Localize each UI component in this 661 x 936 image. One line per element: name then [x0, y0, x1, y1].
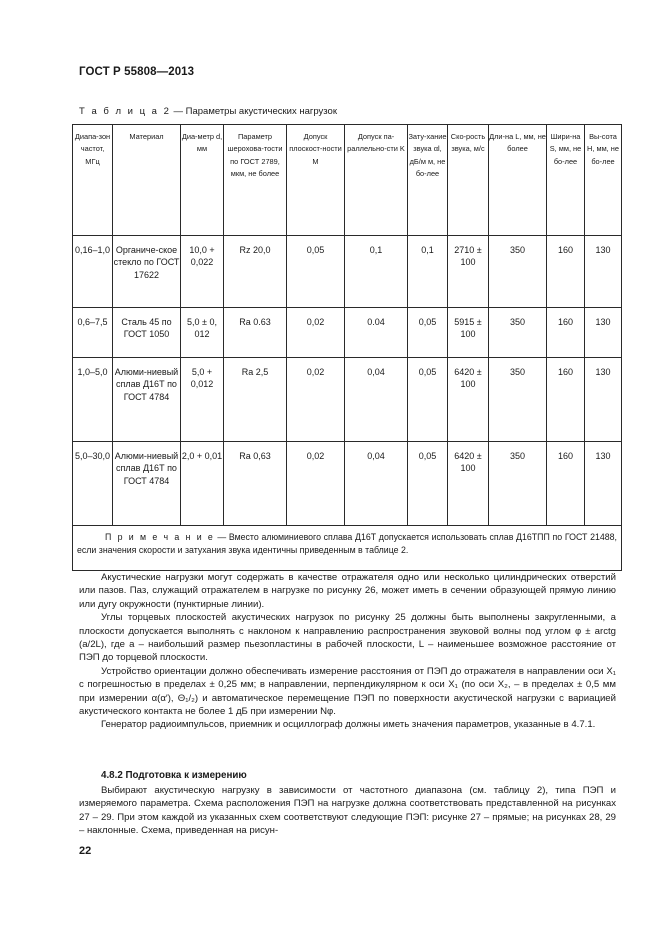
table-cell: 0,6–7,5: [73, 308, 113, 358]
table-cell: Органиче-ское стекло по ГОСТ 17622: [113, 236, 181, 308]
table-cell: 0,02: [287, 442, 345, 526]
table-header-row: [73, 125, 622, 236]
table-cell: 0,1: [345, 236, 408, 308]
table-caption-title: — Параметры акустических нагрузок: [170, 106, 337, 117]
table-cell: Сталь 45 по ГОСТ 1050: [113, 308, 181, 358]
table-cell: 0,05: [408, 308, 448, 358]
table-cell: 130: [585, 358, 622, 442]
table-cell: 10,0 + 0,022: [181, 236, 224, 308]
table-cell: Rz 20,0: [224, 236, 287, 308]
header-cell: Дли-на L, мм, не более: [489, 125, 547, 236]
table-note-row: [73, 526, 622, 571]
table-cell: 130: [585, 308, 622, 358]
table-cell: 2710 ± 100: [448, 236, 489, 308]
table-row: [73, 236, 622, 308]
table-cell: 0,05: [287, 236, 345, 308]
table-cell: Ra 0.63: [224, 308, 287, 358]
paragraph: Выбирают акустическую нагрузку в зависимости от частотного диапазона (см. таблицу 2), типа ПЭП и измеряемого параметра. Схема расположения ПЭП на нагрузке должна соответствовать представленной на рисунках 27 – 29. При этом каждой из указанных схем соответствуют следующие ПЭП: рисунке 27 – прямые; на рисунках 28, 29 – наклонные. Схема, приведенная на рисун-: [79, 785, 616, 837]
table-cell: 6420 ± 100: [448, 358, 489, 442]
table-cell: 350: [489, 442, 547, 526]
table-cell: 0,02: [287, 308, 345, 358]
table-cell: 350: [489, 236, 547, 308]
note-label: П р и м е ч а н и е: [105, 532, 215, 542]
header-cell: Параметр шерохова-тости по ГОСТ 2789, мкм, не более: [224, 125, 287, 236]
table-cell: 160: [547, 442, 585, 526]
table-cell: 0,04: [345, 358, 408, 442]
table-cell: 350: [489, 308, 547, 358]
header-cell: Вы-сота H, мм, не бо-лее: [585, 125, 622, 236]
document-header: ГОСТ Р 55808—2013: [79, 66, 195, 78]
header-cell: Материал: [113, 125, 181, 236]
body-text-section: [79, 571, 616, 732]
table-cell: 130: [585, 442, 622, 526]
header-cell: Шири-на S, мм, не бо-лее: [547, 125, 585, 236]
body-text-section-2: [79, 784, 616, 838]
header-cell: Диапа-зон частот, МГц: [73, 125, 113, 236]
header-cell: Допуск па-раллельно-сти K: [345, 125, 408, 236]
header-cell: Ско-рость звука, м/с: [448, 125, 489, 236]
paragraph: Устройство ориентации должно обеспечивать измерение расстояния от ПЭП до отражателя в направлении оси X₁ с погрешностью в пределах ± 0,25 мм; в направлении, перпендикулярном к оси X₁ (по оси X₂, – в пределах ± 0,5 мм при измерении α(α′), Θ₁/₂) и автоматическое перемещение ПЭП по поверхности акустической нагрузки с вариацией акустического контакта не более 1 дБ при измерении Nφ.: [79, 665, 616, 718]
table-cell: 5,0 ± 0, 012: [181, 308, 224, 358]
table-cell: 0,05: [408, 442, 448, 526]
paragraph: Углы торцевых плоскостей акустических нагрузок по рисунку 25 должны быть выполнены закругленными, а плоскости допускается выполнять с наклоном к направлению распространения звуковой волны под углом φ ± arctg (a/2L), где a – наибольший размер пьезопластины в рабочей плоскости, L – наименьшее возможное расстояние от ПЭП до торцевой плоскости.: [79, 612, 616, 664]
table-note: [73, 526, 622, 571]
table-cell: 5915 ± 100: [448, 308, 489, 358]
table-cell: 5,0 + 0,012: [181, 358, 224, 442]
table-caption: [79, 106, 337, 117]
table-cell: 130: [585, 236, 622, 308]
table-cell: Ra 0,63: [224, 442, 287, 526]
table-cell: 0.04: [345, 308, 408, 358]
parameters-table: [72, 124, 622, 571]
header-cell: Диа-метр d, мм: [181, 125, 224, 236]
table-caption-label: Т а б л и ц а 2: [79, 106, 171, 117]
section-heading: 4.8.2 Подготовка к измерению: [101, 770, 247, 781]
table-cell: 5,0–30,0: [73, 442, 113, 526]
table-cell: Алюми-ниевый сплав Д16Т по ГОСТ 4784: [113, 358, 181, 442]
paragraph: Акустические нагрузки могут содержать в качестве отражателя одно или несколько цилиндрических отверстий или пазов. Паз, служащий отражателем в нагрузке по рисунку 26, может иметь в сечении образующей прямую линию или дугу окружности (пунктирные линии).: [79, 572, 616, 610]
table-cell: 1,0–5,0: [73, 358, 113, 442]
table-cell: 0,16–1,0: [73, 236, 113, 308]
table-row: [73, 308, 622, 358]
table-row: [73, 442, 622, 526]
table-cell: 6420 ± 100: [448, 442, 489, 526]
table-row: [73, 358, 622, 442]
table-cell: Алюми-ниевый сплав Д16Т по ГОСТ 4784: [113, 442, 181, 526]
paragraph: Генератор радиоимпульсов, приемник и осциллограф должны иметь значения параметров, указанные в 4.7.1.: [101, 719, 596, 731]
table-cell: 160: [547, 308, 585, 358]
table-cell: 0,1: [408, 236, 448, 308]
table-cell: 0,04: [345, 442, 408, 526]
page-number: 22: [79, 845, 92, 857]
table-cell: Ra 2,5: [224, 358, 287, 442]
table-cell: 160: [547, 358, 585, 442]
header-cell: Допуск плоскост-ности M: [287, 125, 345, 236]
table-cell: 0,05: [408, 358, 448, 442]
table-cell: 0,02: [287, 358, 345, 442]
note-text: — Вместо алюминиевого сплава Д16Т допускается использовать сплав Д16ТПП по ГОСТ 21488, если значения скорости и затухания звука идентичны приведенным в таблице 2.: [77, 532, 618, 555]
header-cell: Зату-хание звука αl, дБ/м м, не бо-лее: [408, 125, 448, 236]
table-cell: 2,0 + 0,01: [181, 442, 224, 526]
table-cell: 160: [547, 236, 585, 308]
table-cell: 350: [489, 358, 547, 442]
